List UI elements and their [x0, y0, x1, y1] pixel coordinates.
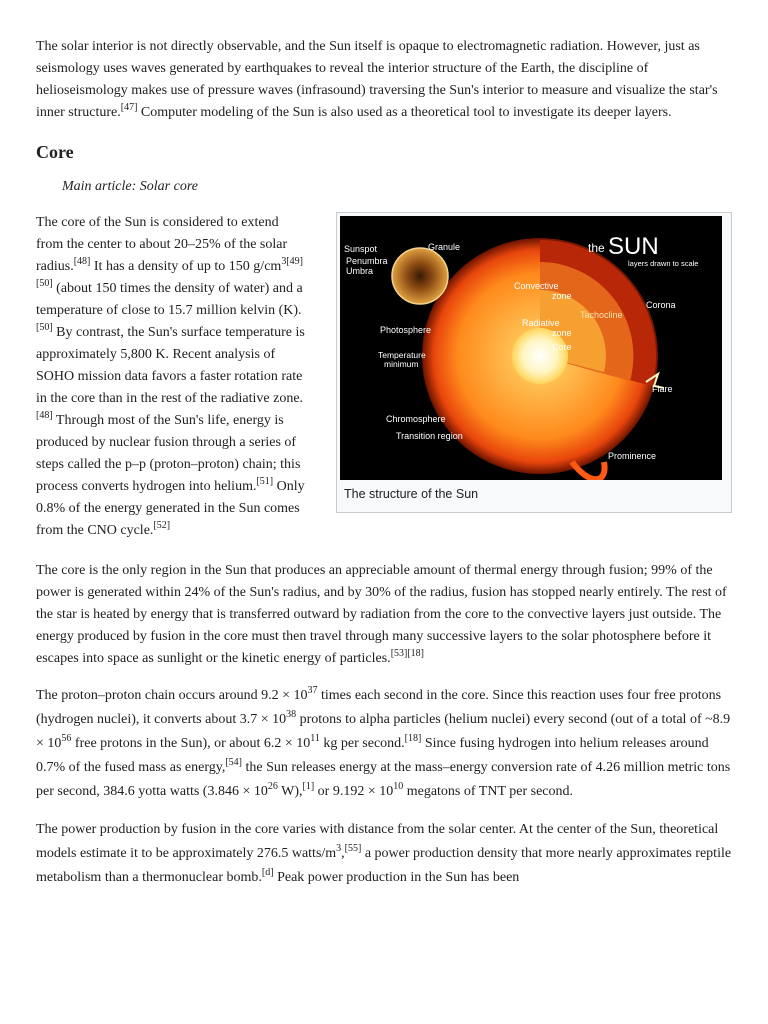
text-span: It has a density of up to 150 g/cm — [90, 259, 282, 274]
label-radiative-zone: zone — [552, 328, 572, 338]
text-span: the Sun releases energy at the mass–energy conversion rate of 4.26 million metric tons per second, 384.6 yotta watts (3.846 × 10 — [36, 760, 731, 799]
unit-superscript: 3 — [336, 843, 342, 854]
figure-caption: The structure of the Sun — [344, 487, 479, 501]
text-span: Only 0.8% of the energy generated in the Sun comes from the CNO cycle. — [36, 479, 305, 538]
text-span: protons to alpha particles (helium nuclei) every second (out of a total of ~8.9 × 10 — [36, 712, 731, 751]
exponent: 11 — [310, 733, 320, 744]
exponent: 10 — [393, 781, 404, 792]
sun-structure-figure — [336, 212, 732, 513]
intro-paragraph — [36, 36, 732, 124]
text-span: or 9.192 × 10 — [314, 784, 394, 799]
text-span: The core of the Sun is considered to extend from the center to about 20–25% of the solar radius. — [36, 215, 288, 274]
label-core: Core — [552, 342, 572, 352]
core-paragraph-4 — [36, 818, 732, 890]
citation-ref[interactable]: [18] — [404, 733, 422, 744]
citation-ref[interactable]: [50] — [36, 322, 53, 333]
sun-diagram — [340, 216, 722, 480]
diagram-subtitle: layers drawn to scale — [628, 259, 699, 268]
exponent: 38 — [286, 709, 297, 720]
text-span: Peak power production in the Sun has been — [273, 870, 520, 885]
core-paragraph-column — [36, 212, 308, 542]
label-penumbra: Penumbra — [346, 256, 388, 266]
label-flare: Flare — [652, 384, 673, 394]
label-granule: Granule — [428, 242, 461, 252]
citation-ref[interactable]: [51] — [256, 476, 274, 487]
text-span: The core is the only region in the Sun that produces an appreciable amount of thermal energy through fusion; 99% of the power is generated within 24% of the Sun's radius, and by 30% of the radius, fusion has stopped nearly entirely. The rest of the star is heated by energy that is transferred outward by radiation from the core to the convective layers just outside. The energy produced by fusion in the core must then travel through many successive layers to the solar photosphere before it escapes into space as sunlight or the kinetic energy of particles. — [36, 563, 727, 666]
text-span: kg per second. — [319, 736, 405, 751]
citation-ref[interactable]: [1] — [302, 781, 315, 792]
text-span: By contrast, the Sun's surface temperature is approximately 5,800 K. Recent analysis of SOHO mission data favors a faster rotation rate in the core than in the rest of the radiative zone. — [36, 325, 305, 406]
diagram-title-small: the — [588, 241, 605, 255]
citation-ref[interactable]: [48] — [73, 256, 91, 267]
label-convective: Convective — [514, 281, 559, 291]
core-float-wrap — [36, 212, 732, 542]
label-umbra: Umbra — [346, 266, 374, 276]
text-span: a power production density that more nearly approximates reptile metabolism than a thermonuclear bomb. — [36, 846, 732, 885]
citation-ref[interactable]: [54] — [225, 757, 243, 768]
label-corona: Corona — [646, 300, 676, 310]
exponent: 56 — [61, 733, 72, 744]
exponent: 26 — [267, 781, 278, 792]
label-transition-region: Transition region — [396, 431, 463, 441]
section-heading-core: Core — [36, 142, 74, 162]
text-span: W), — [277, 784, 303, 799]
sunspot-inset — [392, 248, 448, 304]
citation-ref[interactable]: [48] — [36, 410, 53, 421]
text-span: Computer modeling of the Sun is also used as a theoretical tool to investigate its deeper layers. — [137, 105, 672, 120]
label-radiative: Radiative — [522, 318, 560, 328]
citation-ref[interactable]: [52] — [153, 520, 171, 531]
text-span: (about 150 times the density of water) and a temperature of close to 15.7 million kelvin (K). — [36, 281, 303, 318]
citation-ref[interactable]: [55] — [344, 843, 362, 854]
label-temperature: Temperature — [378, 350, 426, 360]
citation-ref[interactable]: [47] — [120, 102, 138, 113]
label-chromosphere: Chromosphere — [386, 414, 446, 424]
hatnote-link[interactable]: Solar core — [139, 179, 198, 194]
text-span: , — [341, 846, 345, 861]
article-content — [36, 36, 732, 904]
text-span: Since fusing hydrogen into helium releases around 0.7% of the fused mass as energy, — [36, 736, 709, 775]
label-convective-zone: zone — [552, 291, 572, 301]
core-paragraph-3 — [36, 684, 732, 804]
text-span: The power production by fusion in the core varies with distance from the solar center. At the center of the Sun, theoretical models estimate it to be approximately 276.5 watts/m — [36, 822, 719, 861]
label-photosphere: Photosphere — [380, 325, 432, 335]
text-span: megatons of TNT per second. — [403, 784, 573, 799]
unit-superscript: 3 — [281, 256, 287, 267]
exponent: 37 — [307, 685, 318, 696]
text-span: Through most of the Sun's life, energy is produced by nuclear fusion through a series of steps called the p–p (proton–proton) chain; this process converts hydrogen into helium. — [36, 413, 301, 494]
label-tachocline: Tachocline — [580, 310, 623, 320]
citation-ref[interactable]: [53][18] — [390, 648, 425, 659]
label-minimum: minimum — [384, 359, 419, 369]
core-paragraph-2 — [36, 560, 732, 670]
label-sunspot: Sunspot — [344, 244, 378, 254]
hatnote — [62, 176, 732, 198]
text-span: times each second in the core. Since this reaction uses four free protons (hydrogen nuclei), it converts about 3.7 × 10 — [36, 688, 722, 727]
text-span: free protons in the Sun), or about 6.2 × 10 — [71, 736, 311, 751]
text-span: The proton–proton chain occurs around 9.2 × 10 — [36, 688, 308, 703]
hatnote-prefix: Main article: — [62, 179, 140, 194]
core-paragraph-1 — [36, 212, 308, 542]
citation-ref[interactable]: [49][50] — [36, 256, 303, 289]
text-span: The solar interior is not directly observable, and the Sun itself is opaque to electromagnetic radiation. However, just as seismology uses waves generated by earthquakes to reveal the interior structure of the Earth, the discipline of helioseismology makes use of pressure waves (infrasound) traversing the Sun's interior to measure and visualize the star's inner structure. — [36, 39, 718, 120]
citation-ref[interactable]: [d] — [261, 867, 274, 878]
label-prominence: Prominence — [608, 451, 657, 461]
sun-structure-image[interactable] — [340, 216, 722, 480]
diagram-title: SUN — [608, 233, 659, 260]
